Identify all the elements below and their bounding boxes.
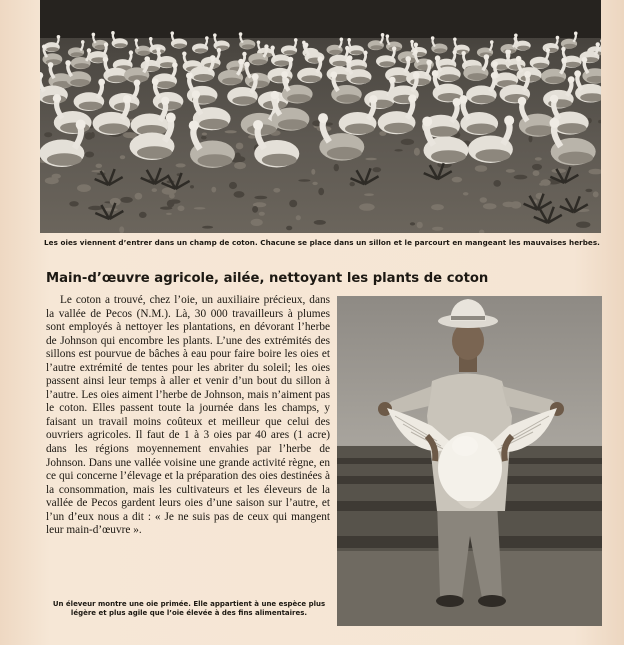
soil-clod bbox=[483, 203, 497, 209]
soil-clod bbox=[169, 199, 181, 203]
soil-clod bbox=[298, 179, 310, 182]
soil-clod bbox=[120, 155, 125, 159]
soil-clod bbox=[410, 222, 415, 225]
soil-clod bbox=[91, 132, 95, 138]
soil-clod bbox=[252, 206, 258, 213]
soil-clod bbox=[286, 226, 292, 231]
soil-clod bbox=[414, 148, 420, 156]
soil-clod bbox=[532, 164, 542, 170]
soil-clod bbox=[535, 157, 542, 160]
farmer-goose-photo bbox=[337, 296, 602, 626]
soil-clod bbox=[431, 204, 444, 210]
soil-clod bbox=[365, 158, 377, 161]
soil-clod bbox=[541, 179, 551, 186]
soil-clod bbox=[529, 135, 533, 142]
soil-clod bbox=[190, 185, 194, 188]
soil-clod bbox=[160, 207, 172, 210]
bottom-photo-caption: Un éleveur montre une oie primée. Elle appartient à une espèce plus légère et plus agile que l’oie élevée à des fins alimentaires. bbox=[52, 600, 326, 617]
soil-clod bbox=[533, 170, 540, 176]
soil-clod bbox=[417, 222, 423, 229]
soil-clod bbox=[364, 193, 374, 196]
soil-clod bbox=[452, 177, 462, 183]
soil-clod bbox=[273, 188, 280, 193]
soil-clod bbox=[259, 212, 265, 216]
soil-clod bbox=[176, 163, 186, 167]
geese-field-photo bbox=[40, 0, 601, 233]
soil-clod bbox=[593, 191, 599, 197]
soil-clod bbox=[401, 139, 414, 145]
soil-clod bbox=[350, 182, 355, 186]
top-photo-caption: Les oies viennent d’entrer dans un champ de coton. Chacune se place dans un sillon et le parcourt en mangeant les mauvaises herbes. bbox=[44, 238, 600, 247]
soil-clod bbox=[96, 164, 103, 168]
soil-clod bbox=[225, 130, 237, 133]
soil-clod bbox=[312, 182, 317, 185]
soil-clod bbox=[139, 212, 147, 218]
soil-clod bbox=[463, 192, 469, 195]
soil-clod bbox=[166, 213, 172, 215]
soil-clod bbox=[514, 175, 528, 180]
soil-clod bbox=[432, 227, 443, 231]
soil-clod bbox=[289, 200, 297, 208]
soil-clod bbox=[201, 136, 207, 140]
soil-clod bbox=[251, 219, 263, 226]
soil-clod bbox=[576, 222, 590, 228]
soil-clod bbox=[229, 182, 237, 189]
soil-clod bbox=[152, 188, 157, 192]
article-headline: Main-d’œuvre agricole, ailée, nettoyant les plants de coton bbox=[46, 271, 489, 286]
soil-clod bbox=[211, 187, 216, 193]
soil-clod bbox=[359, 203, 375, 210]
soil-clod bbox=[52, 174, 61, 179]
soil-clod bbox=[202, 226, 213, 229]
soil-clod bbox=[123, 132, 137, 138]
soil-clod bbox=[234, 191, 245, 198]
soil-clod bbox=[120, 197, 132, 203]
article-body: Le coton a trouvé, chez l’oie, un auxiliaire précieux, dans la vallée de Pecos (N.M.). Là, 30 000 travailleurs à plumes sont employés à nettoyer les plantations, en dévorant l’herbe de Johnson qui encombre les plants. L’une des extrémités des sillons est pourvue de bâches à eau pour faire boire les oies et l’autre extrémité de tentes pour les abriter du soleil; les oies passent ainsi leur temps à aller et venir d’un bout du sillon à l’autre. Les oies aiment l’herbe de Johnson, mais n’aiment pas le coton. Elles passent toute la journée dans les champs, y faisant un travail moins coûteux et meilleur que celui des ouvriers agricoles. Il faut de 1 à 3 oies par 40 ares (1 acre) dans les régions moyennement envahies par l’herbe de Johnson. Dans une vallée voisine une grande activité règne, en ce qui concerne l’élevage et la préparation des oies destinées à la consommation, mais les cultivateurs et les éleveurs de la vallée de Pecos gardent leurs oies d’une saison sur l’autre, et l’un d’eux nous a dit : « Je ne suis pas de ceux qui mangent leur main-d’œuvre ». bbox=[46, 294, 330, 537]
soil-clod bbox=[314, 220, 326, 225]
soil-clod bbox=[254, 196, 267, 200]
soil-clod bbox=[202, 133, 207, 136]
soil-clod bbox=[493, 180, 501, 187]
soil-clod bbox=[44, 132, 52, 137]
soil-clod bbox=[85, 152, 94, 158]
soil-clod bbox=[311, 169, 315, 175]
soil-clod bbox=[503, 202, 515, 208]
soil-clod bbox=[69, 201, 78, 206]
soil-clod bbox=[506, 169, 515, 173]
soil-clod bbox=[373, 167, 382, 172]
soil-clod bbox=[334, 164, 339, 171]
soil-clod bbox=[585, 189, 592, 192]
soil-clod bbox=[318, 188, 324, 195]
soil-clod bbox=[296, 215, 301, 220]
soil-clod bbox=[475, 165, 487, 172]
soil-clod bbox=[178, 206, 185, 212]
soil-clod bbox=[234, 162, 246, 169]
soil-clod bbox=[480, 197, 487, 203]
soil-clod bbox=[236, 143, 244, 150]
soil-clod bbox=[77, 184, 91, 192]
soil-clod bbox=[194, 207, 206, 209]
soil-clod bbox=[135, 193, 143, 200]
soil-clod bbox=[394, 149, 402, 151]
